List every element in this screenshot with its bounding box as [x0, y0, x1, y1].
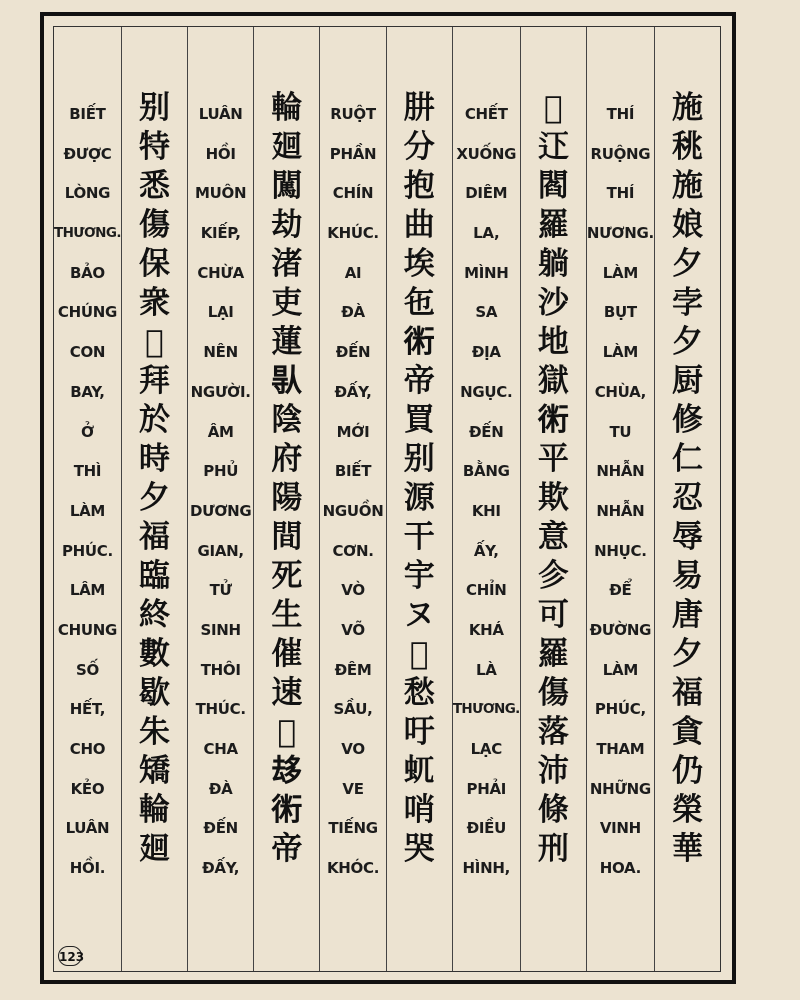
- han-nom-character: 羅: [537, 636, 569, 672]
- quoc-ngu-word: ĐẤY,: [202, 859, 240, 878]
- quoc-ngu-word: CHUNG: [57, 620, 117, 639]
- han-nom-character: 輪: [271, 90, 303, 126]
- han-nom-character: 夕: [671, 246, 703, 282]
- quoc-ngu-word: LÀM: [602, 660, 638, 679]
- han-nom-character: 孛: [671, 285, 703, 321]
- quoc-ngu-word: LẠC: [470, 740, 502, 758]
- han-nom-character: 沙: [537, 285, 569, 321]
- han-nom-character: 榮: [671, 792, 703, 828]
- quoc-ngu-word: VÕ: [341, 620, 365, 639]
- han-nom-character: 厨: [671, 363, 703, 399]
- column-han-nom: [254, 27, 320, 971]
- quoc-ngu-word: NGỤC.: [460, 382, 513, 401]
- column-han-nom: [655, 27, 720, 971]
- han-nom-character: 悉: [138, 168, 170, 204]
- han-nom-character: 平: [537, 441, 569, 477]
- quoc-ngu-word: HỒI: [205, 144, 236, 163]
- quoc-ngu-word: ĐỊA: [471, 343, 501, 362]
- han-nom-character: 哭: [403, 831, 435, 867]
- quoc-ngu-word: KHÁ: [468, 620, 504, 639]
- han-nom-character: 數: [138, 636, 170, 672]
- han-nom-character: 渚: [271, 246, 303, 282]
- quoc-ngu-word: THÍ: [606, 105, 635, 123]
- quoc-ngu-word: AI: [344, 263, 362, 282]
- quoc-ngu-word: THÚC.: [195, 700, 246, 719]
- quoc-ngu-word: MUÔN: [195, 184, 247, 203]
- han-nom-character: 仁: [671, 441, 703, 477]
- han-nom-character: 夕: [138, 480, 170, 516]
- quoc-ngu-word: VE: [342, 779, 364, 798]
- han-nom-character: 輪: [138, 792, 170, 828]
- quoc-ngu-word: KIẾP,: [200, 224, 241, 243]
- han-nom-character: 貪: [671, 714, 703, 750]
- quoc-ngu-word: NHẪN: [596, 462, 645, 481]
- quoc-ngu-word: VO: [341, 740, 365, 758]
- quoc-ngu-word: BẰNG: [462, 462, 510, 481]
- han-nom-character: 劫: [271, 207, 303, 243]
- han-nom-character: 陰: [271, 402, 303, 438]
- column-quoc-ngu: [188, 27, 254, 971]
- han-nom-character: 宇: [403, 558, 435, 594]
- han-nom-character: 歇: [138, 675, 170, 711]
- han-nom-character: 傷: [537, 675, 569, 711]
- quoc-ngu-word: BIẾT: [334, 462, 372, 481]
- column-quoc-ngu: [320, 27, 386, 971]
- column-quoc-ngu: [453, 27, 521, 971]
- han-nom-character: 催: [271, 636, 303, 672]
- quoc-ngu-word: CON: [69, 343, 106, 362]
- quoc-ngu-word: RUỘNG: [590, 144, 651, 163]
- quoc-ngu-word: ẤY,: [473, 541, 499, 560]
- han-nom-character: 仍: [671, 753, 703, 789]
- quoc-ngu-word: DƯƠNG: [189, 501, 252, 520]
- quoc-ngu-word: CHẾT: [464, 105, 508, 123]
- quoc-ngu-word: ĐẾN: [335, 343, 371, 362]
- han-nom-character: 刑: [537, 831, 569, 867]
- quoc-ngu-word: PHÚC.: [61, 541, 113, 560]
- quoc-ngu-word: LÂM: [69, 581, 106, 600]
- quoc-ngu-word: NGUỒN: [322, 501, 384, 520]
- quoc-ngu-word: TỬ: [209, 581, 232, 600]
- quoc-ngu-word: NHẪN: [596, 501, 645, 520]
- han-nom-character: 沛: [537, 753, 569, 789]
- han-nom-character: 獄: [537, 363, 569, 399]
- quoc-ngu-word: LÀM: [69, 501, 106, 520]
- quoc-ngu-word: LÀ: [475, 660, 497, 679]
- quoc-ngu-word: NGƯỜI.: [190, 382, 251, 401]
- han-nom-character: 𠫾: [271, 753, 303, 789]
- quoc-ngu-word: BIẾT: [69, 105, 106, 123]
- han-nom-character: 源: [403, 480, 435, 516]
- quoc-ngu-word: BẢO: [69, 263, 105, 282]
- quoc-ngu-word: KHÚC.: [327, 224, 379, 243]
- quoc-ngu-word: SINH: [200, 620, 241, 639]
- quoc-ngu-word: TU: [609, 422, 632, 441]
- quoc-ngu-word: CHỈN: [466, 581, 507, 600]
- han-nom-character: 𣩂: [544, 90, 563, 126]
- han-nom-character: 條: [537, 792, 569, 828]
- quoc-ngu-word: THÌ: [73, 462, 102, 481]
- quoc-ngu-word: MỚI: [336, 422, 370, 441]
- quoc-ngu-word: ĐẾN: [203, 819, 238, 838]
- quoc-ngu-word: THƯƠNG.: [452, 701, 520, 718]
- quoc-ngu-word: HÌNH,: [462, 859, 510, 878]
- han-nom-character: 廻: [138, 831, 170, 867]
- han-nom-character: 别: [403, 441, 435, 477]
- han-nom-character: 𧈭: [403, 753, 435, 789]
- han-nom-character: 地: [537, 324, 569, 360]
- han-nom-character: 㐌: [403, 285, 435, 321]
- han-nom-character: 華: [671, 831, 703, 867]
- quoc-ngu-word: LÀM: [602, 343, 638, 362]
- han-nom-character: 吁: [403, 714, 435, 750]
- han-nom-character: 曲: [403, 207, 435, 243]
- han-nom-character: 𠊛: [271, 363, 303, 399]
- quoc-ngu-word: KHI: [471, 501, 501, 520]
- han-nom-character: 抱: [403, 168, 435, 204]
- han-nom-character: 夕: [671, 324, 703, 360]
- han-nom-character: 福: [671, 675, 703, 711]
- text-columns: [53, 26, 721, 972]
- han-nom-character: 哨: [403, 792, 435, 828]
- quoc-ngu-word: KHÓC.: [326, 859, 380, 878]
- han-nom-character: 福: [138, 519, 170, 555]
- han-nom-character: ヌ: [403, 597, 435, 633]
- quoc-ngu-word: BỤT: [603, 303, 637, 322]
- quoc-ngu-word: NHỤC.: [594, 541, 647, 560]
- han-nom-character: 欺: [537, 480, 569, 516]
- quoc-ngu-word: LA,: [473, 224, 500, 243]
- han-nom-character: 保: [138, 246, 170, 282]
- quoc-ngu-word: NƯƠNG.: [586, 224, 654, 243]
- han-nom-character: 施: [671, 168, 703, 204]
- quoc-ngu-word: PHỦ: [203, 462, 239, 481]
- quoc-ngu-word: ĐÀ: [341, 303, 365, 322]
- han-nom-character: 愁: [403, 675, 435, 711]
- han-nom-character: 娘: [671, 207, 703, 243]
- quoc-ngu-word: LUÂN: [198, 105, 243, 123]
- quoc-ngu-word: CHỪA: [197, 263, 244, 282]
- han-nom-character: 𧗱: [403, 324, 435, 360]
- han-nom-character: 𧗱: [271, 792, 303, 828]
- han-nom-character: 别: [138, 90, 170, 126]
- han-nom-character: 忍: [671, 480, 703, 516]
- quoc-ngu-word: SA: [475, 303, 498, 322]
- quoc-ngu-word: THAM: [596, 740, 645, 758]
- han-nom-character: 𢧲: [145, 324, 164, 360]
- han-nom-character: 躺: [537, 246, 569, 282]
- quoc-ngu-word: LẠI: [207, 303, 234, 322]
- han-nom-character: 拜: [138, 363, 170, 399]
- han-nom-character: 落: [537, 714, 569, 750]
- han-nom-character: 埃: [403, 246, 435, 282]
- quoc-ngu-word: XUỐNG: [456, 144, 517, 163]
- han-nom-character: 㐱: [537, 558, 569, 594]
- han-nom-character: 矯: [138, 753, 170, 789]
- quoc-ngu-word: VINH: [599, 819, 641, 838]
- quoc-ngu-word: NÊN: [203, 343, 238, 362]
- quoc-ngu-word: PHẢI: [466, 779, 507, 798]
- han-nom-character: 辱: [671, 519, 703, 555]
- quoc-ngu-word: HOA.: [599, 859, 642, 878]
- quoc-ngu-word: PHẦN: [329, 144, 377, 163]
- han-nom-character: 時: [138, 441, 170, 477]
- han-nom-character: 𨑜: [537, 129, 569, 165]
- quoc-ngu-word: CHÙA,: [594, 382, 647, 401]
- han-nom-character: 意: [537, 519, 569, 555]
- han-nom-character: 閻: [537, 168, 569, 204]
- quoc-ngu-word: ĐƯỢC: [63, 144, 112, 163]
- han-nom-character: 修: [671, 402, 703, 438]
- quoc-ngu-word: SỐ: [75, 660, 99, 679]
- quoc-ngu-word: ÂM: [207, 422, 234, 441]
- quoc-ngu-word: CHA: [203, 740, 238, 758]
- han-nom-character: 干: [403, 519, 435, 555]
- han-nom-character: 帝: [271, 831, 303, 867]
- han-nom-character: 廻: [271, 129, 303, 165]
- quoc-ngu-word: THƯƠNG.: [54, 225, 121, 242]
- han-nom-character: 吏: [271, 285, 303, 321]
- quoc-ngu-word: ĐÀ: [208, 779, 233, 798]
- page-number: 123: [58, 946, 82, 966]
- han-nom-character: 陽: [271, 480, 303, 516]
- quoc-ngu-word: RUỘT: [330, 105, 376, 123]
- han-nom-character: 特: [138, 129, 170, 165]
- quoc-ngu-word: BAY,: [70, 382, 105, 401]
- quoc-ngu-word: ĐẾN: [469, 422, 504, 441]
- quoc-ngu-word: HỒI.: [69, 859, 106, 878]
- quoc-ngu-word: ĐẤY,: [334, 382, 372, 401]
- han-nom-character: 於: [138, 402, 170, 438]
- han-nom-character: 蓮: [271, 324, 303, 360]
- han-nom-character: 唐: [671, 597, 703, 633]
- quoc-ngu-word: KẺO: [70, 779, 105, 798]
- han-nom-character: 闖: [271, 168, 303, 204]
- han-nom-character: 𣈕: [409, 636, 429, 672]
- quoc-ngu-word: ĐIỀU: [466, 819, 506, 838]
- quoc-ngu-word: LÀM: [602, 263, 638, 282]
- han-nom-character: 朱: [138, 714, 170, 750]
- quoc-ngu-word: CHO: [69, 740, 106, 758]
- han-nom-character: 可: [537, 597, 569, 633]
- han-nom-character: 䄻: [671, 129, 703, 165]
- han-nom-character: 速: [271, 675, 303, 711]
- quoc-ngu-word: THÔI: [200, 660, 241, 679]
- han-nom-character: 分: [403, 129, 435, 165]
- quoc-ngu-word: VÒ: [341, 581, 365, 600]
- han-nom-character: 間: [271, 519, 303, 555]
- han-nom-character: 𧗱: [537, 402, 569, 438]
- han-nom-character: 買: [403, 402, 435, 438]
- quoc-ngu-word: THÍ: [606, 184, 635, 203]
- han-nom-character: 帝: [403, 363, 435, 399]
- quoc-ngu-word: GIAN,: [197, 541, 244, 560]
- column-han-nom: [122, 27, 188, 971]
- han-nom-character: 生: [271, 597, 303, 633]
- quoc-ngu-word: ĐƯỜNG: [589, 620, 652, 639]
- quoc-ngu-word: Ở: [81, 422, 94, 441]
- han-nom-character: 夕: [671, 636, 703, 672]
- han-nom-character: 衆: [138, 285, 170, 321]
- quoc-ngu-word: ĐỂ: [609, 581, 632, 600]
- column-quoc-ngu: [54, 27, 122, 971]
- han-nom-character: 府: [271, 441, 303, 477]
- quoc-ngu-word: CƠN.: [332, 541, 374, 560]
- quoc-ngu-word: HẾT,: [69, 700, 106, 719]
- column-han-nom: [387, 27, 453, 971]
- quoc-ngu-word: CHÚNG: [57, 303, 117, 322]
- quoc-ngu-word: LÒNG: [64, 184, 111, 203]
- han-nom-character: 傷: [138, 207, 170, 243]
- column-quoc-ngu: [587, 27, 655, 971]
- quoc-ngu-word: CHÍN: [332, 184, 374, 203]
- han-nom-character: 死: [271, 558, 303, 594]
- han-nom-character: 施: [671, 90, 703, 126]
- han-nom-character: 臨: [138, 558, 170, 594]
- quoc-ngu-word: DIÊM: [465, 184, 508, 203]
- column-han-nom: [521, 27, 587, 971]
- han-nom-character: 羅: [537, 207, 569, 243]
- quoc-ngu-word: LUÂN: [65, 819, 110, 838]
- quoc-ngu-word: SẦU,: [333, 700, 373, 719]
- quoc-ngu-word: TIẾNG: [328, 819, 378, 838]
- han-nom-character: 𤕔: [277, 714, 297, 750]
- quoc-ngu-word: NHỮNG: [589, 779, 651, 798]
- quoc-ngu-word: PHÚC,: [594, 700, 646, 719]
- quoc-ngu-word: ĐÊM: [334, 660, 372, 679]
- han-nom-character: 肼: [403, 90, 435, 126]
- han-nom-character: 易: [671, 558, 703, 594]
- han-nom-character: 終: [138, 597, 170, 633]
- quoc-ngu-word: MÌNH: [464, 263, 509, 282]
